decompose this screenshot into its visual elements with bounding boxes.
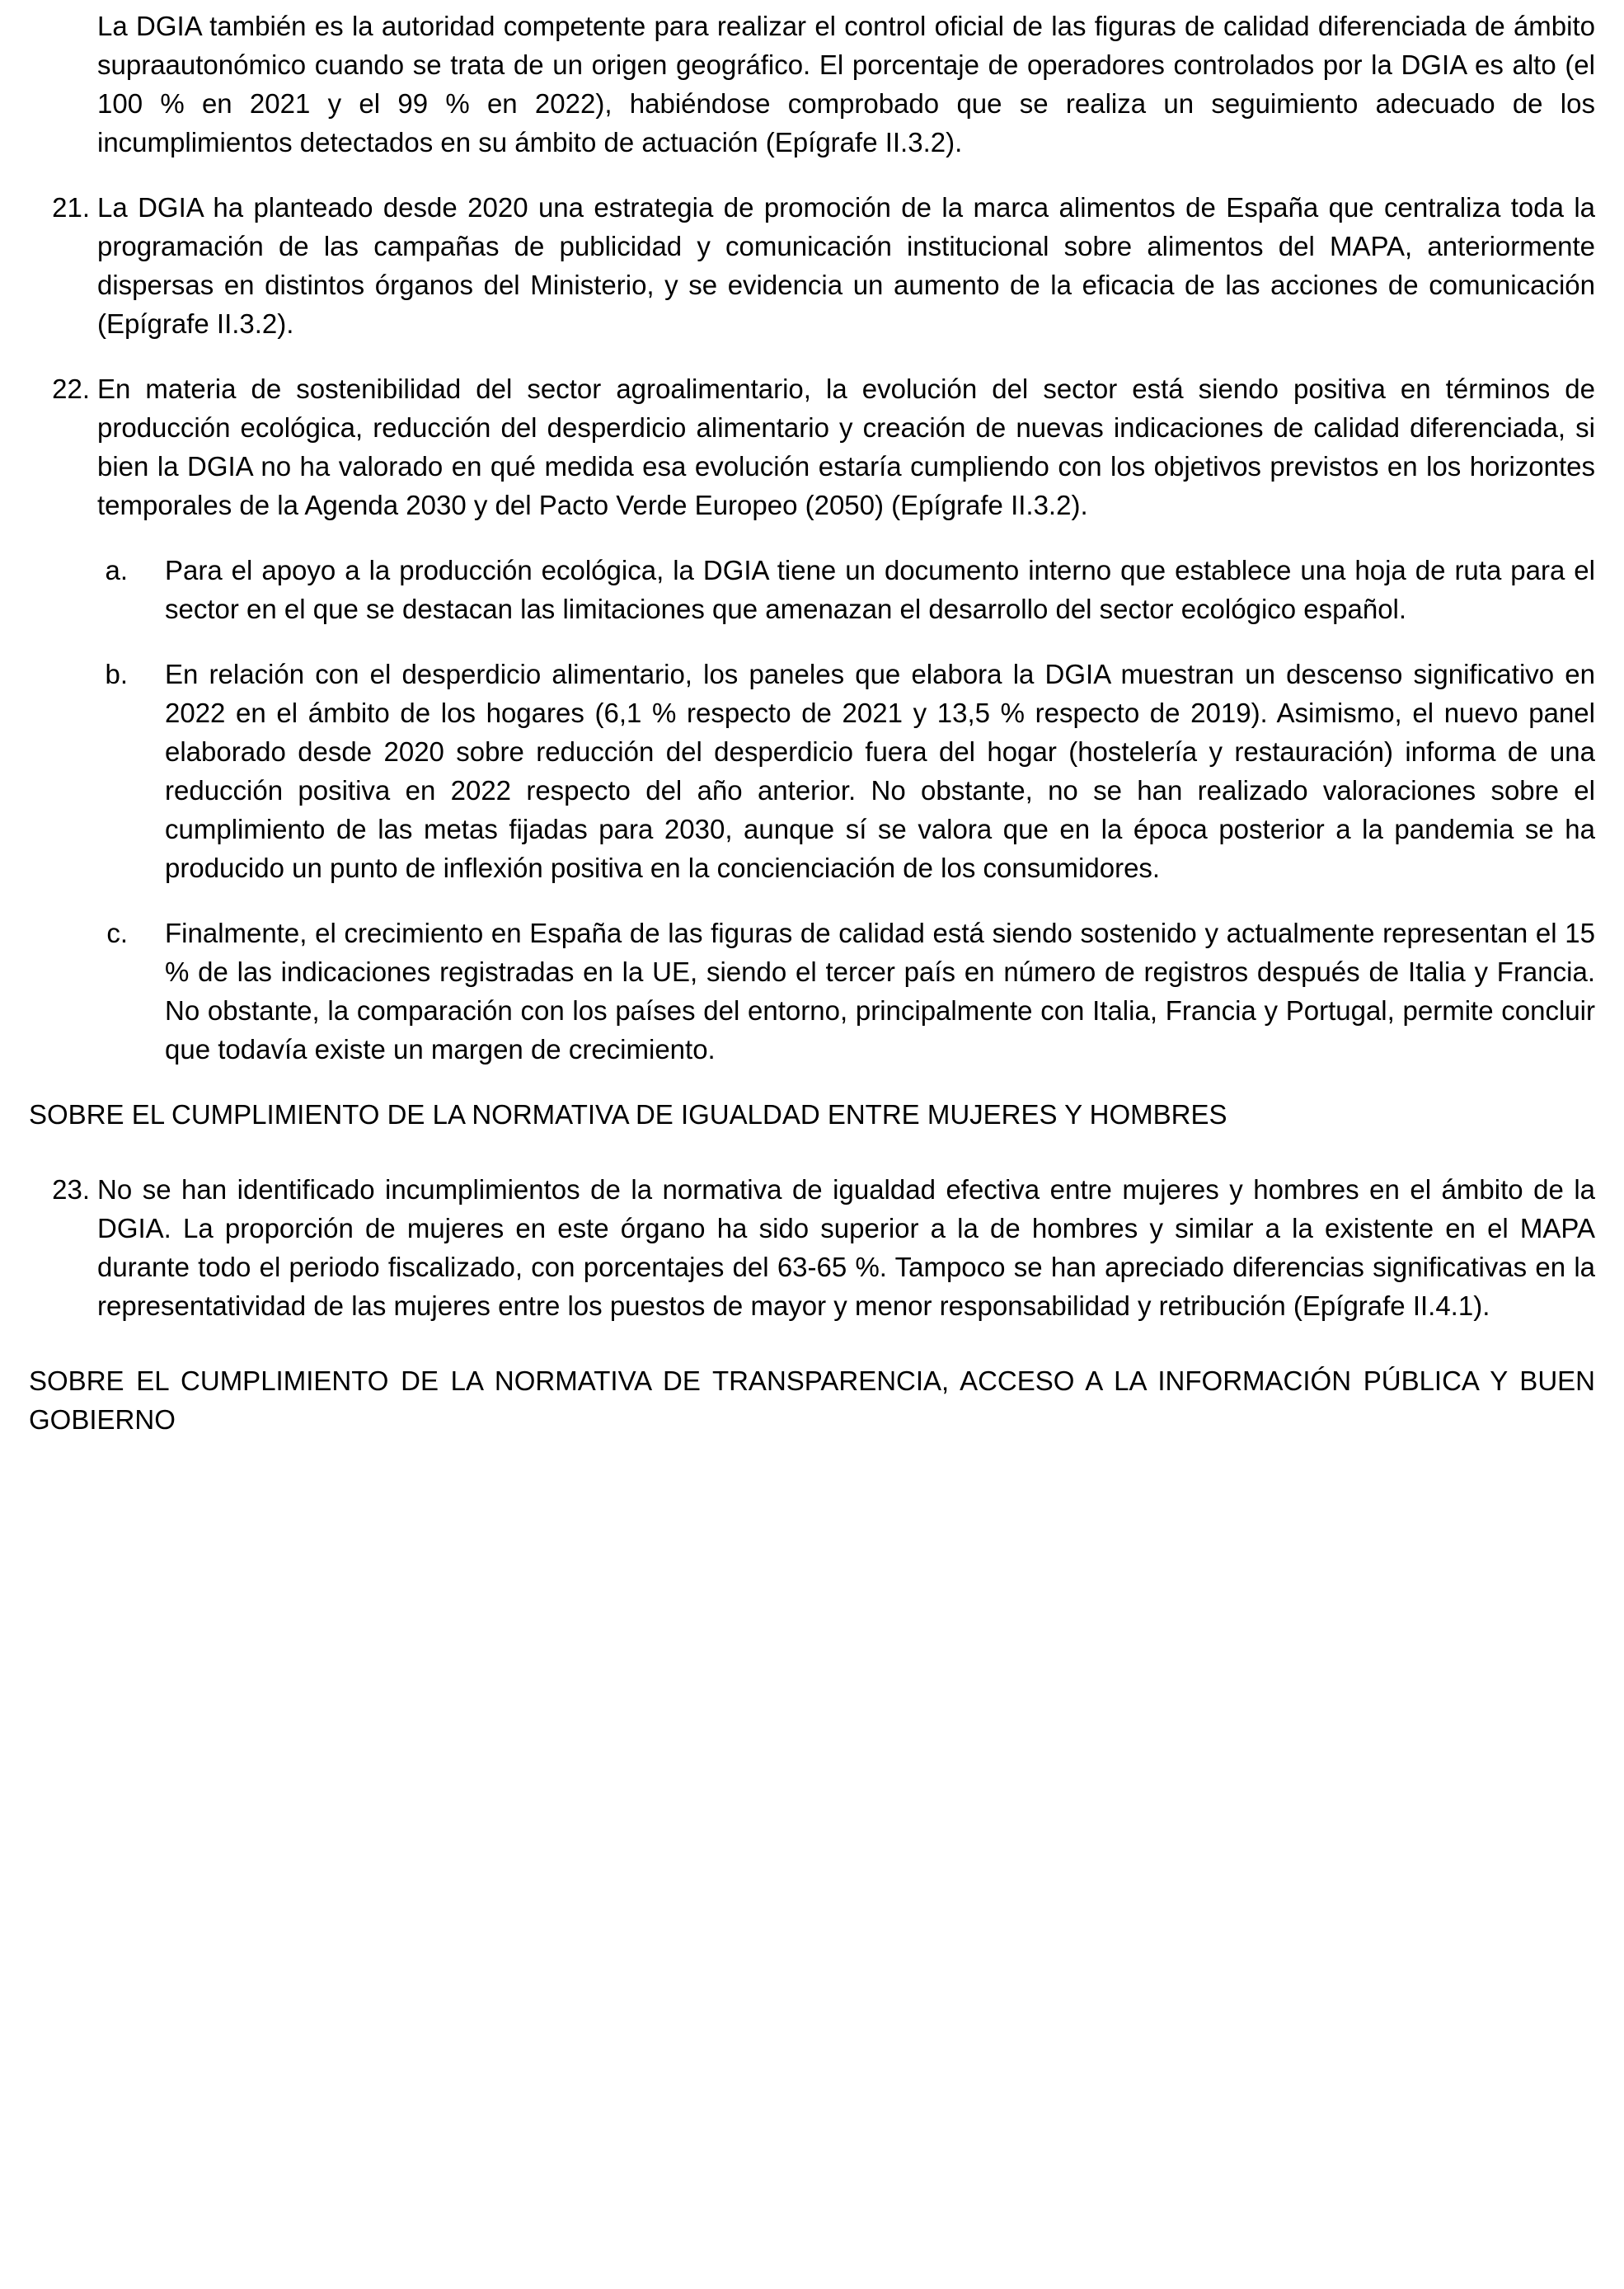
list-marker: c.: [106, 918, 128, 948]
numbered-item-22: [29, 369, 1595, 524]
list-marker: a.: [105, 555, 128, 585]
letter-item-text: Para el apoyo a la producción ecológica, la DGIA tiene un documento interno que establece una hoja de ruta para el sector en el que se destacan las limitaciones que amenazan el desarrollo del sector ecológico español.: [165, 555, 1595, 624]
letter-item-a: [29, 551, 1595, 628]
list-marker: 22.: [52, 374, 90, 404]
numbered-item-text: En materia de sostenibilidad del sector agroalimentario, la evolución del sector está siendo positiva en términos de producción ecológica, reducción del desperdicio alimentario y creación de nuevas indicaciones de calidad diferenciada, si bien la DGIA no ha valorado en qué medida esa evolución estaría cumpliendo con los objetivos previstos en los horizontes temporales de la Agenda 2030 y del Pacto Verde Europeo (2050) (Epígrafe II.3.2).: [97, 374, 1595, 520]
numbered-item-23: [29, 1170, 1595, 1325]
heading-igualdad: SOBRE EL CUMPLIMIENTO DE LA NORMATIVA DE IGUALDAD ENTRE MUJERES Y HOMBRES: [29, 1099, 1227, 1130]
paragraph-text: La DGIA también es la autoridad competente para realizar el control oficial de las figuras de calidad diferenciada de ámbito supraautonómico cuando se trata de un origen geográfico. El porcentaje de operadores controlados por la DGIA es alto (el 100 % en 2021 y el 99 % en 2022), habiéndose comprobado que se realiza un seguimiento adecuado de los incumplimientos detectados en su ámbito de actuación (Epígrafe II.3.2).: [97, 11, 1595, 157]
letter-item-text: En relación con el desperdicio alimentario, los paneles que elabora la DGIA muestran un descenso significativo en 2022 en el ámbito de los hogares (6,1 % respecto de 2021 y 13,5 % respecto de 2019). Asimismo, el nuevo panel elaborado desde 2020 sobre reducción del desperdicio fuera del hogar (hostelería y restauración) informa de una reducción positiva en 2022 respecto del año anterior. No obstante, no se han realizado valoraciones sobre el cumplimiento de las metas fijadas para 2030, aunque sí se valora que en la época posterior a la pandemia se ha producido un punto de inflexión positiva en la concienciación de los consumidores.: [165, 659, 1595, 883]
paragraph-dgia-autoridad-competente: [29, 7, 1595, 162]
list-marker: b.: [105, 659, 128, 689]
letter-item-text: Finalmente, el crecimiento en España de las figuras de calidad está siendo sostenido y actualmente representan el 15 % de las indicaciones registradas en la UE, siendo el tercer país en número de registros después de Italia y Francia. No obstante, la comparación con los países del entorno, principalmente con Italia, Francia y Portugal, permite concluir que todavía existe un margen de crecimiento.: [165, 918, 1595, 1065]
heading-transparencia: SOBRE EL CUMPLIMIENTO DE LA NORMATIVA DE TRANSPARENCIA, ACCESO A LA INFORMACIÓN PÚBLICA Y BUEN GOBIERNO: [29, 1365, 1595, 1435]
list-marker: 21.: [52, 192, 90, 223]
numbered-item-text: La DGIA ha planteado desde 2020 una estrategia de promoción de la marca alimentos de España que centraliza toda la programación de las campañas de publicidad y comunicación institucional sobre alimentos del MAPA, anteriormente dispersas en distintos órganos del Ministerio, y se evidencia un aumento de la eficacia de las acciones de comunicación (Epígrafe II.3.2).: [97, 192, 1595, 339]
letter-item-c: [29, 914, 1595, 1069]
letter-item-b: [29, 655, 1595, 887]
numbered-item-text: No se han identificado incumplimientos de la normativa de igualdad efectiva entre mujeres y hombres en el ámbito de la DGIA. La proporción de mujeres en este órgano ha sido superior a la de hombres y similar a la existente en el MAPA durante todo el periodo fiscalizado, con porcentajes del 63-65 %. Tampoco se han apreciado diferencias significativas en la representatividad de las mujeres entre los puestos de mayor y menor responsabilidad y retribución (Epígrafe II.4.1).: [97, 1174, 1595, 1321]
numbered-item-21: [29, 188, 1595, 343]
page-content: [29, 7, 1595, 1439]
list-marker: 23.: [52, 1174, 90, 1205]
